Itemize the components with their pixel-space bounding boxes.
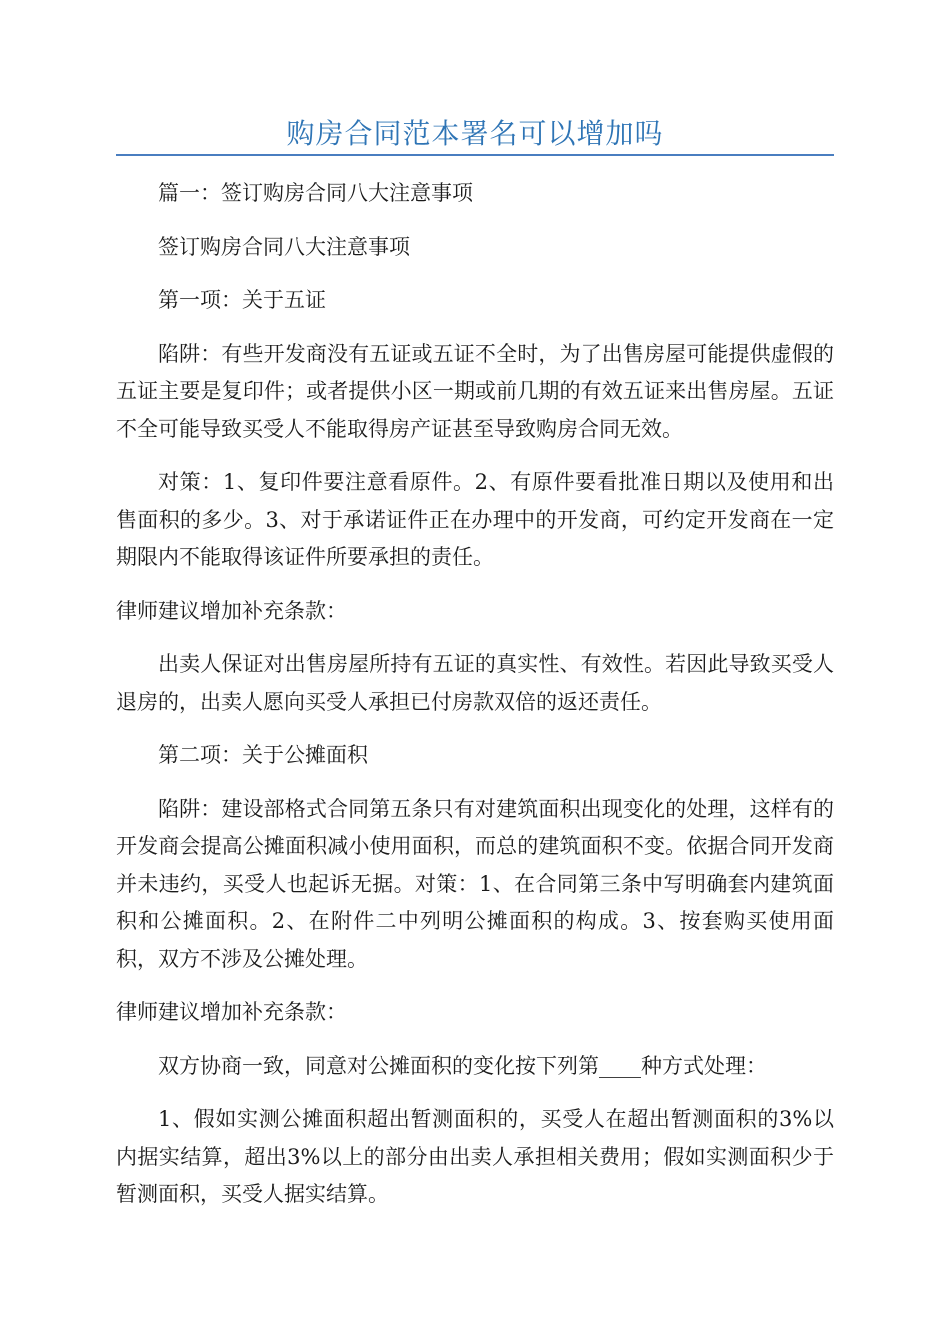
paragraph-subtitle: 签订购房合同八大注意事项: [158, 234, 410, 259]
paragraph-lawyer-advice-1: 律师建议增加补充条款：: [116, 598, 347, 623]
paragraph-item-1-heading: 第一项：关于五证: [158, 288, 326, 312]
paragraph-clause-2-intro: 双方协商一致，同意对公摊面积的变化按下列第____种方式处理：: [158, 1053, 767, 1078]
paragraph-countermeasure-1: 对策：1、复印件要注意看原件。2、有原件要看批准日期以及使用和出售面积的多少。3、对于承诺证件正在办理中的开发商，可约定开发商在一定期限内不能取得该证件所要承担的责任。: [116, 470, 834, 569]
paragraph-clause-2-option-1: 1、假如实测公摊面积超出暂测面积的，买受人在超出暂测面积的3%以内据实结算，超出3%以上的部分由出卖人承担相关费用；假如实测面积少于暂测面积，买受人据实结算。: [116, 1107, 834, 1206]
paragraph-section-heading: 篇一：签订购房合同八大注意事项: [158, 181, 473, 205]
paragraph-item-2-heading: 第二项：关于公摊面积: [158, 743, 368, 767]
paragraph-trap-2: 陷阱：建设部格式合同第五条只有对建筑面积出现变化的处理，这样有的开发商会提高公摊面积减小使用面积，而总的建筑面积不变。依据合同开发商并未违约，买受人也起诉无据。对策：1、在合同第三条中写明确套内建筑面积和公摊面积。2、在附件二中列明公摊面积的构成。3、按套购买使用面积，双方不涉及公摊处理。: [116, 796, 834, 971]
title-underline: [116, 154, 834, 156]
paragraph-trap-1: 陷阱：有些开发商没有五证或五证不全时，为了出售房屋可能提供虚假的五证主要是复印件；或者提供小区一期或前几期的有效五证来出售房屋。五证不全可能导致买受人不能取得房产证甚至导致购房合同无效。: [116, 341, 834, 441]
paragraph-clause-1: 出卖人保证对出售房屋所持有五证的真实性、有效性。若因此导致买受人退房的，出卖人愿向买受人承担已付房款双倍的返还责任。: [116, 652, 834, 714]
document-body: [116, 175, 834, 1214]
paragraph-lawyer-advice-2: 律师建议增加补充条款：: [116, 1000, 347, 1024]
document-title: 购房合同范本署名可以增加吗: [286, 117, 664, 150]
